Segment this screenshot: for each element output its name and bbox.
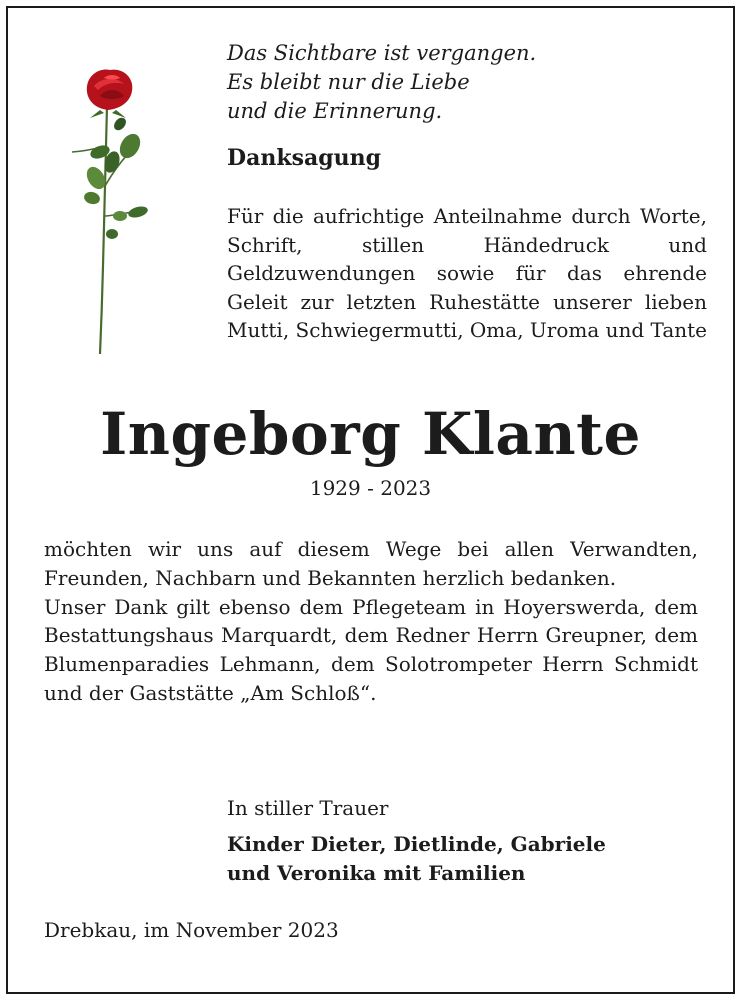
family-line: Kinder Dieter, Dietlinde, Gabriele [227, 832, 606, 856]
heading: Danksagung [227, 145, 381, 171]
motto [227, 39, 707, 126]
family-signature [227, 830, 606, 888]
rose-icon [60, 66, 160, 356]
life-dates: 1929 - 2023 [309, 476, 432, 500]
deceased-name: Ingeborg Klante [100, 400, 641, 468]
intro-paragraph: Für die aufrichtige Anteilnahme durch Worte, Schrift, stillen Händedruck und Geldzuwendungen sowie für das ehrende Geleit zur letzten Ruhestätte unserer lieben Mutti, Schwiegermutti, Oma, Uroma und Tante [227, 204, 707, 343]
thanks-text-2: Unser Dank gilt ebenso dem Pflegeteam in Hoyerswerda, dem Bestattungshaus Marquardt, dem Redner Herrn Greupner, dem Blumenparadies Lehmann, dem Solotrompeter Herrn Schmidt und der Gaststätte „Am Schloß“. [44, 594, 698, 705]
motto-line: Das Sichtbare ist vergangen. [227, 41, 537, 65]
mourning-phrase: In stiller Trauer [227, 796, 389, 820]
thanks-text: möchten wir uns auf diesem Wege bei allen Verwandten, Freunden, Nachbarn und Bekannten herzlich bedanken. [44, 537, 698, 590]
motto-line: und die Erinnerung. [227, 99, 443, 123]
thanks-paragraph [44, 535, 698, 708]
place-date: Drebkau, im November 2023 [44, 918, 339, 942]
motto-line: Es bleibt nur die Liebe [227, 70, 470, 94]
family-line: und Veronika mit Familien [227, 861, 526, 885]
